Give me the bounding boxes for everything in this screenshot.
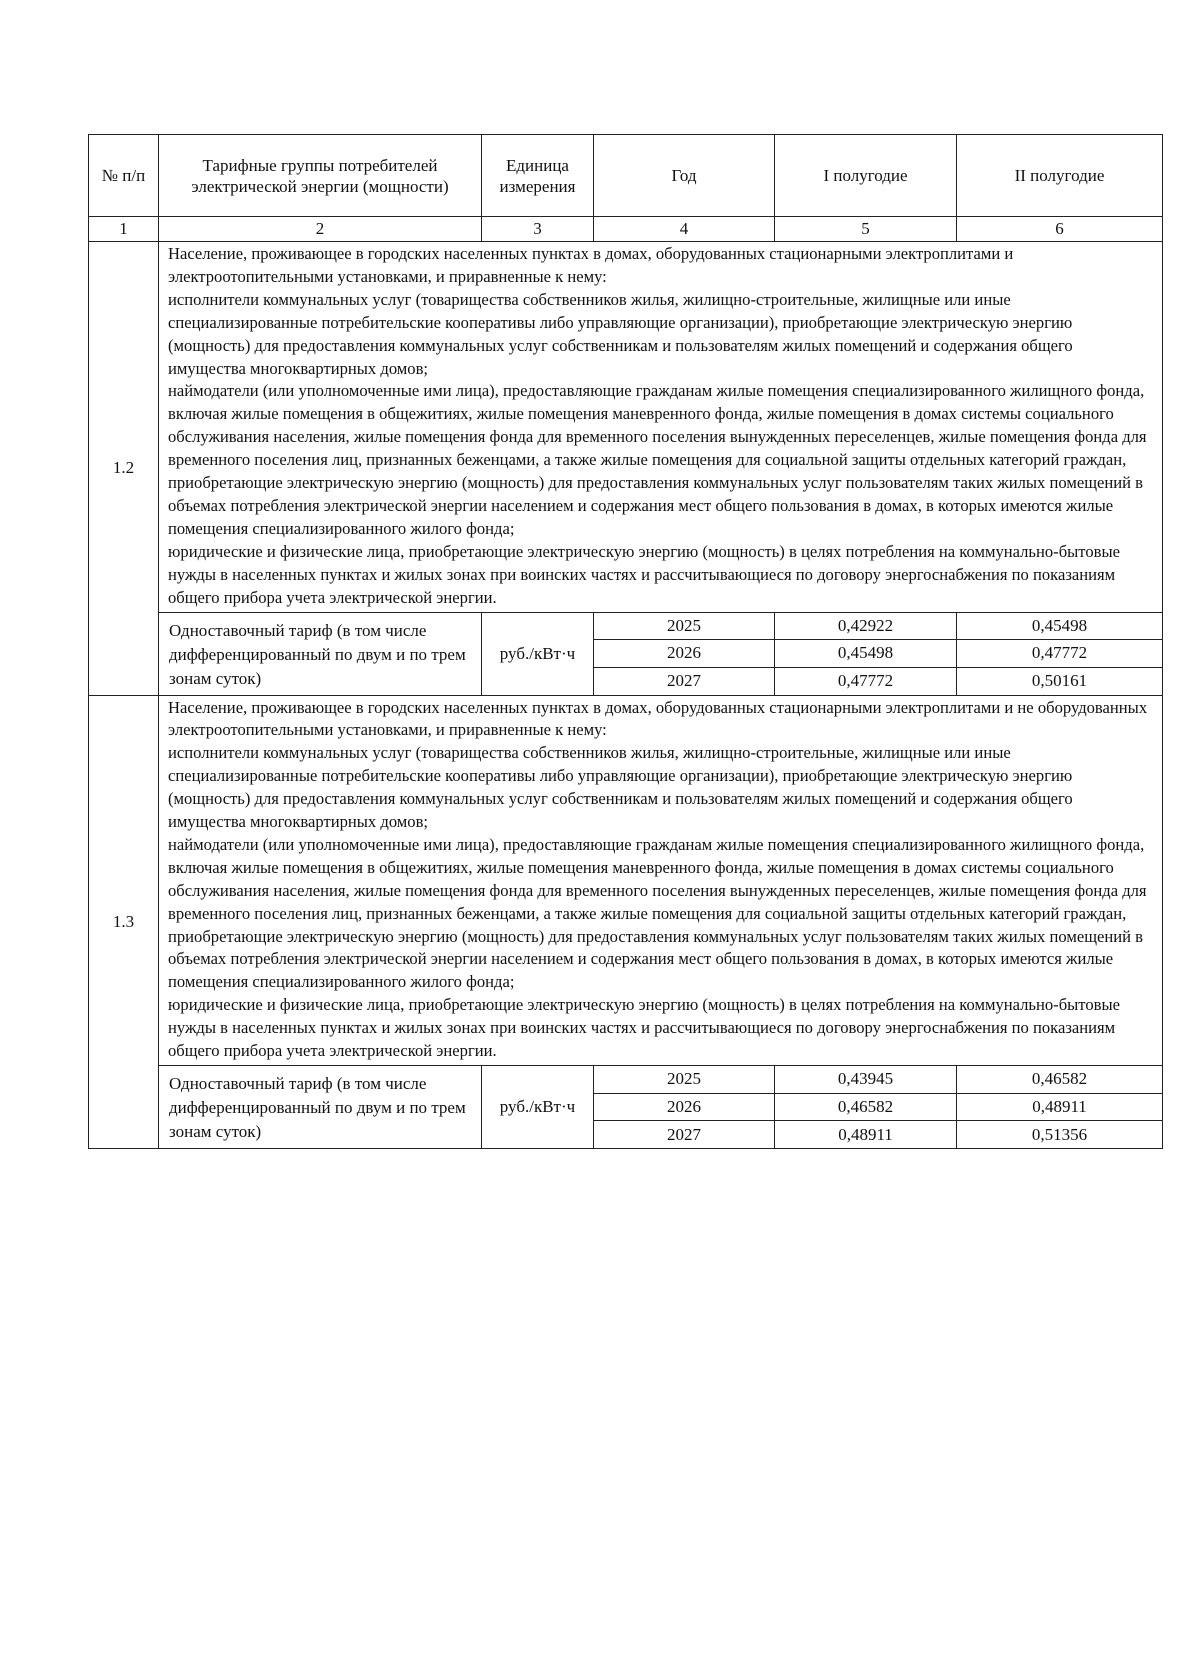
tariff-name: Одноставочный тариф (в том числе дифференцированный по двум и по трем зонам суток) [159, 1066, 482, 1149]
column-number: 5 [775, 217, 957, 242]
section-description [159, 695, 1163, 1066]
section-row [89, 695, 1163, 1066]
description-paragraph: Население, проживающее в городских населенных пунктах в домах, оборудованных стационарными электроплитами и электроотопительными установками, и приравненные к нему: [168, 244, 1014, 286]
tariff-first-half: 0,43945 [775, 1066, 957, 1094]
tariff-year: 2025 [594, 612, 775, 640]
column-number: 2 [159, 217, 482, 242]
header-tariff-groups: Тарифные группы потребителей электрической энергии (мощности) [159, 135, 482, 217]
tariff-second-half: 0,48911 [957, 1093, 1163, 1121]
description-paragraph: Население, проживающее в городских населенных пунктах в домах, оборудованных стационарными электроплитами и не оборудованных электроотопительными установками, и приравненные к нему: [168, 697, 1148, 740]
column-number: 6 [957, 217, 1163, 242]
tariff-row [89, 612, 1163, 640]
section-number: 1.3 [89, 695, 159, 1149]
tariff-second-half: 0,50161 [957, 667, 1163, 695]
tariff-first-half: 0,48911 [775, 1121, 957, 1149]
tariff-first-half: 0,46582 [775, 1093, 957, 1121]
tariff-name: Одноставочный тариф (в том числе дифференцированный по двум и по трем зонам суток) [159, 612, 482, 695]
tariff-year: 2027 [594, 1121, 775, 1149]
tariff-first-half: 0,47772 [775, 667, 957, 695]
tariff-year: 2027 [594, 667, 775, 695]
tariff-second-half: 0,51356 [957, 1121, 1163, 1149]
column-number-row [89, 217, 1163, 242]
description-paragraph: юридические и физические лица, приобретающие электрическую энергию (мощность) в целях потребления на коммунально-бытовые нужды в населенных пунктах и жилых зонах при воинских частях и рассчитывающиеся по договору энергоснабжения по показаниям общего прибора учета электрической энергии. [168, 541, 1120, 607]
section-row [89, 242, 1163, 613]
tariff-year: 2026 [594, 640, 775, 668]
description-paragraph: наймодатели (или уполномоченные ими лица), предоставляющие гражданам жилые помещения специализированного жилищного фонда, включая жилые помещения в общежитиях, жилые помещения маневренного фонда, жилые помещения в домах системы социального обслуживания населения, жилые помещения фонда для временного поселения вынужденных переселенцев, жилые помещения фонда для временного поселения лиц, признанных беженцами, а также жилые помещения для социальной защиты отдельных категорий граждан, приобретающие электрическую энергию (мощность) для предоставления коммунальных услуг пользователям таких жилых помещений в объемах потребления электрической энергии населением и содержания мест общего пользования в домах, в которых имеются жилые помещения специализированного жилого фонда; [168, 834, 1147, 992]
description-paragraph: наймодатели (или уполномоченные ими лица), предоставляющие гражданам жилые помещения специализированного жилищного фонда, включая жилые помещения в общежитиях, жилые помещения маневренного фонда, жилые помещения в домах системы социального обслуживания населения, жилые помещения фонда для временного поселения вынужденных переселенцев, жилые помещения фонда для временного поселения лиц, признанных беженцами, а также жилые помещения для социальной защиты отдельных категорий граждан, приобретающие электрическую энергию (мощность) для предоставления коммунальных услуг пользователям таких жилых помещений в объемах потребления электрической энергии населением и содержания мест общего пользования в домах, в которых имеются жилые помещения специализированного жилого фонда; [168, 381, 1147, 538]
description-paragraph: исполнители коммунальных услуг (товарищества собственников жилья, жилищно-строительные, жилищные или иные специализированные потребительские кооперативы либо управляющие организации), приобретающие электрическую энергию (мощность) для предоставления коммунальных услуг собственникам и пользователям жилых помещений и содержания общего имущества многоквартирных домов; [168, 289, 1073, 378]
tariff-first-half: 0,42922 [775, 612, 957, 640]
header-year: Год [594, 135, 775, 217]
header-second-half: II полугодие [957, 135, 1163, 217]
section-description [159, 242, 1163, 613]
tariff-year: 2025 [594, 1066, 775, 1094]
tariff-first-half: 0,45498 [775, 640, 957, 668]
tariff-second-half: 0,45498 [957, 612, 1163, 640]
tariff-second-half: 0,46582 [957, 1066, 1163, 1094]
column-number: 1 [89, 217, 159, 242]
section-number: 1.2 [89, 242, 159, 696]
tariff-row [89, 1066, 1163, 1094]
tariff-unit: руб./кВт·ч [482, 612, 594, 695]
column-number: 3 [482, 217, 594, 242]
header-unit: Единица измерения [482, 135, 594, 217]
document-page [88, 134, 1162, 1149]
tariff-unit: руб./кВт·ч [482, 1066, 594, 1149]
header-first-half: I полугодие [775, 135, 957, 217]
tariff-second-half: 0,47772 [957, 640, 1163, 668]
description-paragraph: исполнители коммунальных услуг (товарищества собственников жилья, жилищно-строительные, жилищные или иные специализированные потребительские кооперативы либо управляющие организации), приобретающие электрическую энергию (мощность) для предоставления коммунальных услуг собственникам и пользователям жилых помещений и содержания общего имущества многоквартирных домов; [168, 743, 1073, 832]
description-paragraph: юридические и физические лица, приобретающие электрическую энергию (мощность) в целях потребления на коммунально-бытовые нужды в населенных пунктах и жилых зонах при воинских частях и рассчитывающиеся по договору энергоснабжения по показаниям общего прибора учета электрической энергии. [168, 995, 1120, 1061]
header-number: № п/п [89, 135, 159, 217]
column-number: 4 [594, 217, 775, 242]
table-header-row [89, 135, 1163, 217]
tariff-table [88, 134, 1163, 1149]
tariff-year: 2026 [594, 1093, 775, 1121]
